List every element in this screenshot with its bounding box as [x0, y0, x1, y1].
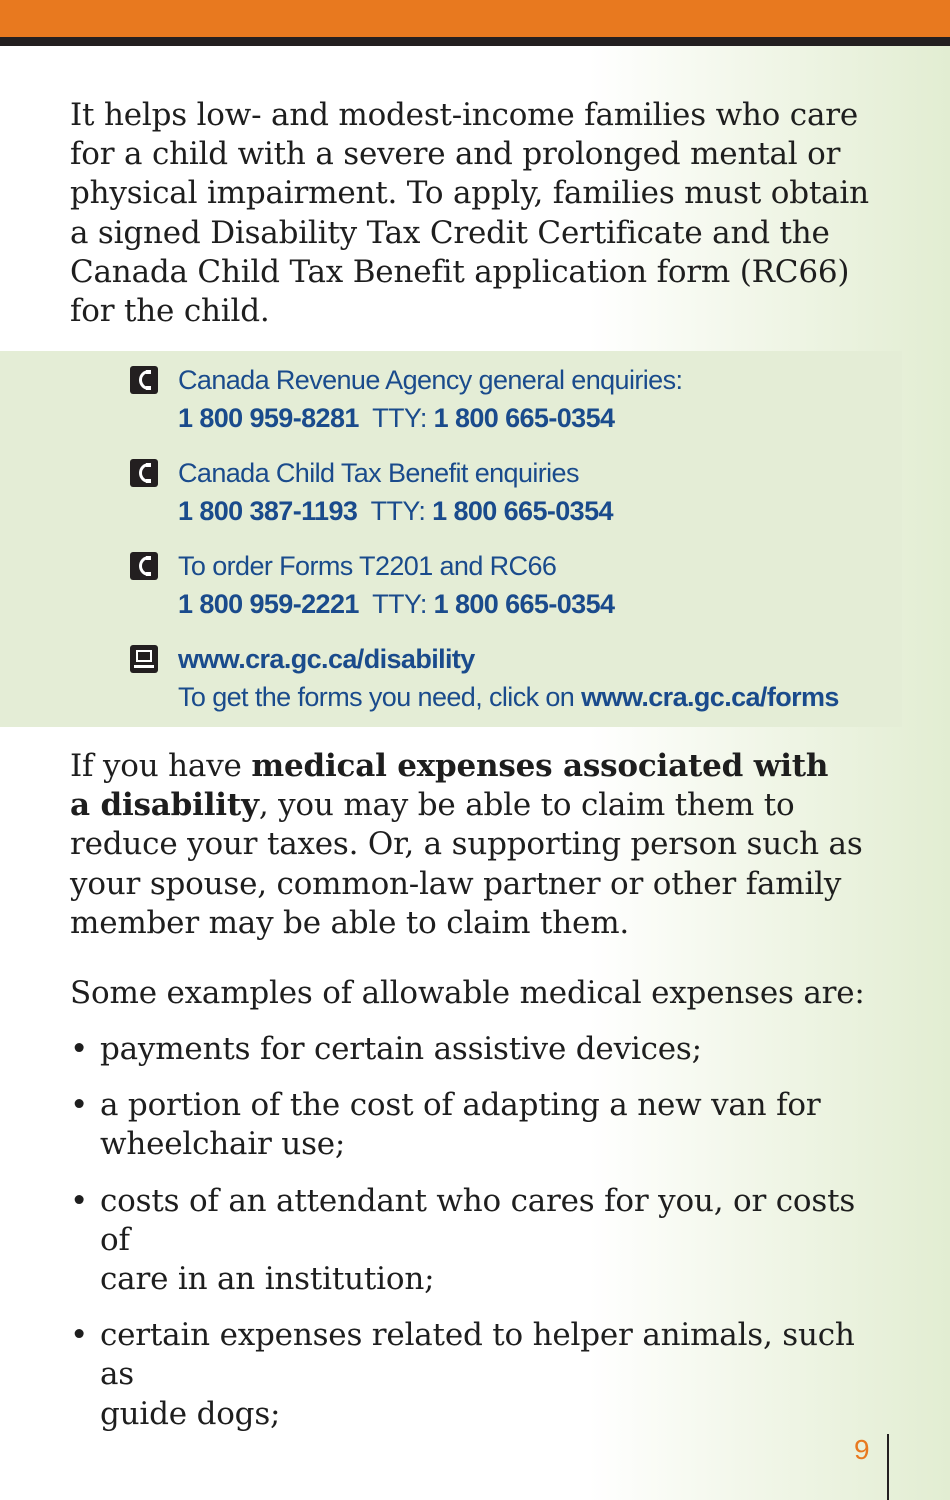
header-rule — [0, 37, 950, 46]
page-number-rule — [887, 1434, 889, 1500]
tty-label: TTY: — [372, 403, 427, 433]
list-item-text: payments for certain assistive devices; — [100, 1031, 702, 1067]
forms-link-text: To get the forms you need, click on — [178, 682, 575, 712]
contact-general-phone[interactable]: 1 800 959-8281 — [178, 403, 359, 433]
tty-label: TTY: — [372, 589, 427, 619]
contact-forms-title: To order Forms T2201 and RC66 — [178, 551, 557, 581]
medical-line: reduce your taxes. Or, a supporting person such as — [70, 826, 863, 863]
intro-line: a signed Disability Tax Credit Certificate and the — [70, 214, 830, 251]
page-number: 9 — [854, 1434, 870, 1465]
contact-cctb-phone[interactable]: 1 800 387-1193 — [178, 496, 358, 526]
header-color-bar — [0, 0, 950, 37]
list-item-text: certain expenses related to helper animals, such as — [100, 1317, 855, 1393]
disability-web-link[interactable]: www.cra.gc.ca/disability — [178, 644, 475, 674]
intro-line: Canada Child Tax Benefit application form (RC66) — [70, 253, 850, 290]
bullet-glyph: • — [70, 1317, 89, 1354]
list-item-text: guide dogs; — [100, 1395, 281, 1432]
list-item-text: wheelchair use; — [100, 1126, 346, 1163]
contact-general-title: Canada Revenue Agency general enquiries: — [178, 365, 683, 395]
bullet-glyph: • — [70, 1087, 89, 1124]
bullet-glyph: • — [70, 1031, 89, 1067]
forms-web-link[interactable]: www.cra.gc.ca/forms — [581, 682, 839, 712]
medical-rest-1: , you may be able to claim them to — [258, 787, 795, 824]
list-item — [70, 1182, 880, 1300]
medical-expenses-paragraph — [70, 747, 870, 943]
medical-line: your spouse, common-law partner or other family — [70, 865, 842, 902]
intro-line: It helps low- and modest-income families who care — [70, 97, 858, 133]
medical-bold-2: a disability — [70, 787, 259, 824]
medical-bold-1: medical expenses associated with — [251, 748, 829, 784]
intro-line: for a child with a severe and prolonged mental or — [70, 136, 841, 173]
intro-line: physical impairment. To apply, families must obtain — [70, 175, 869, 212]
intro-paragraph — [70, 96, 870, 331]
tty-label: TTY: — [370, 496, 426, 526]
contact-cctb-title: Canada Child Tax Benefit enquiries — [178, 458, 579, 488]
list-item-text: care in an institution; — [100, 1261, 435, 1298]
contact-forms-tty[interactable]: 1 800 665-0354 — [433, 589, 615, 619]
contact-cctb-tty[interactable]: 1 800 665-0354 — [432, 496, 613, 526]
phone-icon — [130, 552, 158, 580]
list-item — [70, 1030, 880, 1069]
examples-heading: Some examples of allowable medical expenses are: — [70, 975, 865, 1011]
examples-list — [70, 1030, 880, 1451]
list-item-text: costs of an attendant who cares for you, or costs of — [100, 1182, 856, 1258]
phone-icon — [130, 366, 158, 394]
medical-line: member may be able to claim them. — [70, 904, 630, 941]
phone-icon — [130, 459, 158, 487]
list-item-text: a portion of the cost of adapting a new van for — [100, 1087, 821, 1124]
intro-line: for the child. — [70, 293, 270, 330]
list-item — [70, 1316, 880, 1434]
contact-general-tty[interactable]: 1 800 665-0354 — [433, 403, 615, 433]
medical-lead: If you have — [70, 748, 242, 784]
contact-forms-phone[interactable]: 1 800 959-2221 — [178, 589, 359, 619]
computer-icon — [130, 645, 158, 673]
bullet-glyph: • — [70, 1182, 89, 1219]
list-item — [70, 1086, 880, 1164]
